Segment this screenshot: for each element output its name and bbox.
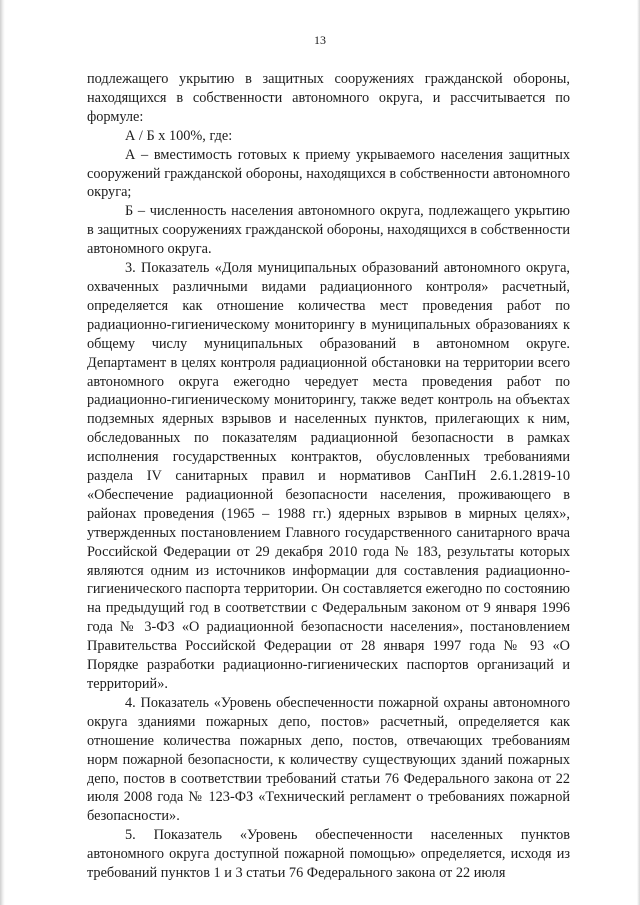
document-body <box>87 70 570 883</box>
paragraph-indicator-3: 3. Показатель «Доля муниципальных образований автономного округа, охваченных различными видами радиационного контроля» расчетный, определяется как отношение количества мест проведения работ по радиационно-гигиеническому мониторингу в муниципальных образованиях к общему числу муниципальных образований в автономном округе. Департамент в целях контроля радиационной обстановки на территории всего автономного округа ежегодно чередует места проведения работ по радиационно-гигиеническому мониторингу, также ведет контроль на объектах подземных ядерных взрывов и населенных пунктов, прилегающих к ним, обследованных по показателям радиационной безопасности в рамках исполнения государственных контрактов, обусловленных требованиями раздела IV санитарных правил и нормативов СанПиН 2.6.1.2819-10 «Обеспечение радиационной безопасности населения, проживающего в районах проведения (1965 – 1988 гг.) ядерных взрывов в мирных целях», утвержденных постановлением Главного государственного санитарного врача Российской Федерации от 29 декабря 2010 года № 183, результаты которых являются одним из источников информации для составления радиационно-гигиенического паспорта территории. Он составляется ежегодно по состоянию на предыдущий год в соответствии с Федеральным законом от 9 января 1996 года № 3-ФЗ «О радиационной безопасности населения», постановлением Правительства Российской Федерации от 28 января 1997 года № 93 «О Порядке разработки радиационно-гигиенических паспортов организаций и территорий». <box>87 260 570 692</box>
paragraph-definition-b: Б – численность населения автономного округа, подлежащего укрытию в защитных сооружениях гражданской обороны, находящихся в собственности автономного округа. <box>87 203 570 258</box>
paragraph-formula-intro: подлежащего укрытию в защитных сооружениях гражданской обороны, находящихся в собственности автономного округа, и рассчитывается по формуле: <box>87 71 570 125</box>
paragraph-indicator-5: 5. Показатель «Уровень обеспеченности населенных пунктов автономного округа доступной пожарной помощью» определяется, исходя из требований пунктов 1 и 3 статьи 76 Федерального закона от 22 июля <box>87 827 570 882</box>
page-number: 13 <box>314 33 326 47</box>
scan-edge-left <box>0 0 5 905</box>
formula: А / Б х 100%, где: <box>125 127 233 144</box>
paragraph-indicator-4: 4. Показатель «Уровень обеспеченности пожарной охраны автономного округа зданиями пожарных депо, постов» расчетный, определяется как отношение количества пожарных депо, постов, отвечающих требованиям норм пожарной безопасности, к количеству существующих зданий пожарных депо, постов в соответствии требований статьи 76 Федерального закона от 22 июля 2008 года № 123-ФЗ «Технический регламент о требованиях пожарной безопасности». <box>87 694 570 825</box>
paragraph-definition-a: А – вместимость готовых к приему укрываемого населения защитных сооружений гражданской обороны, находящихся в собственности автономного округа; <box>87 146 570 201</box>
